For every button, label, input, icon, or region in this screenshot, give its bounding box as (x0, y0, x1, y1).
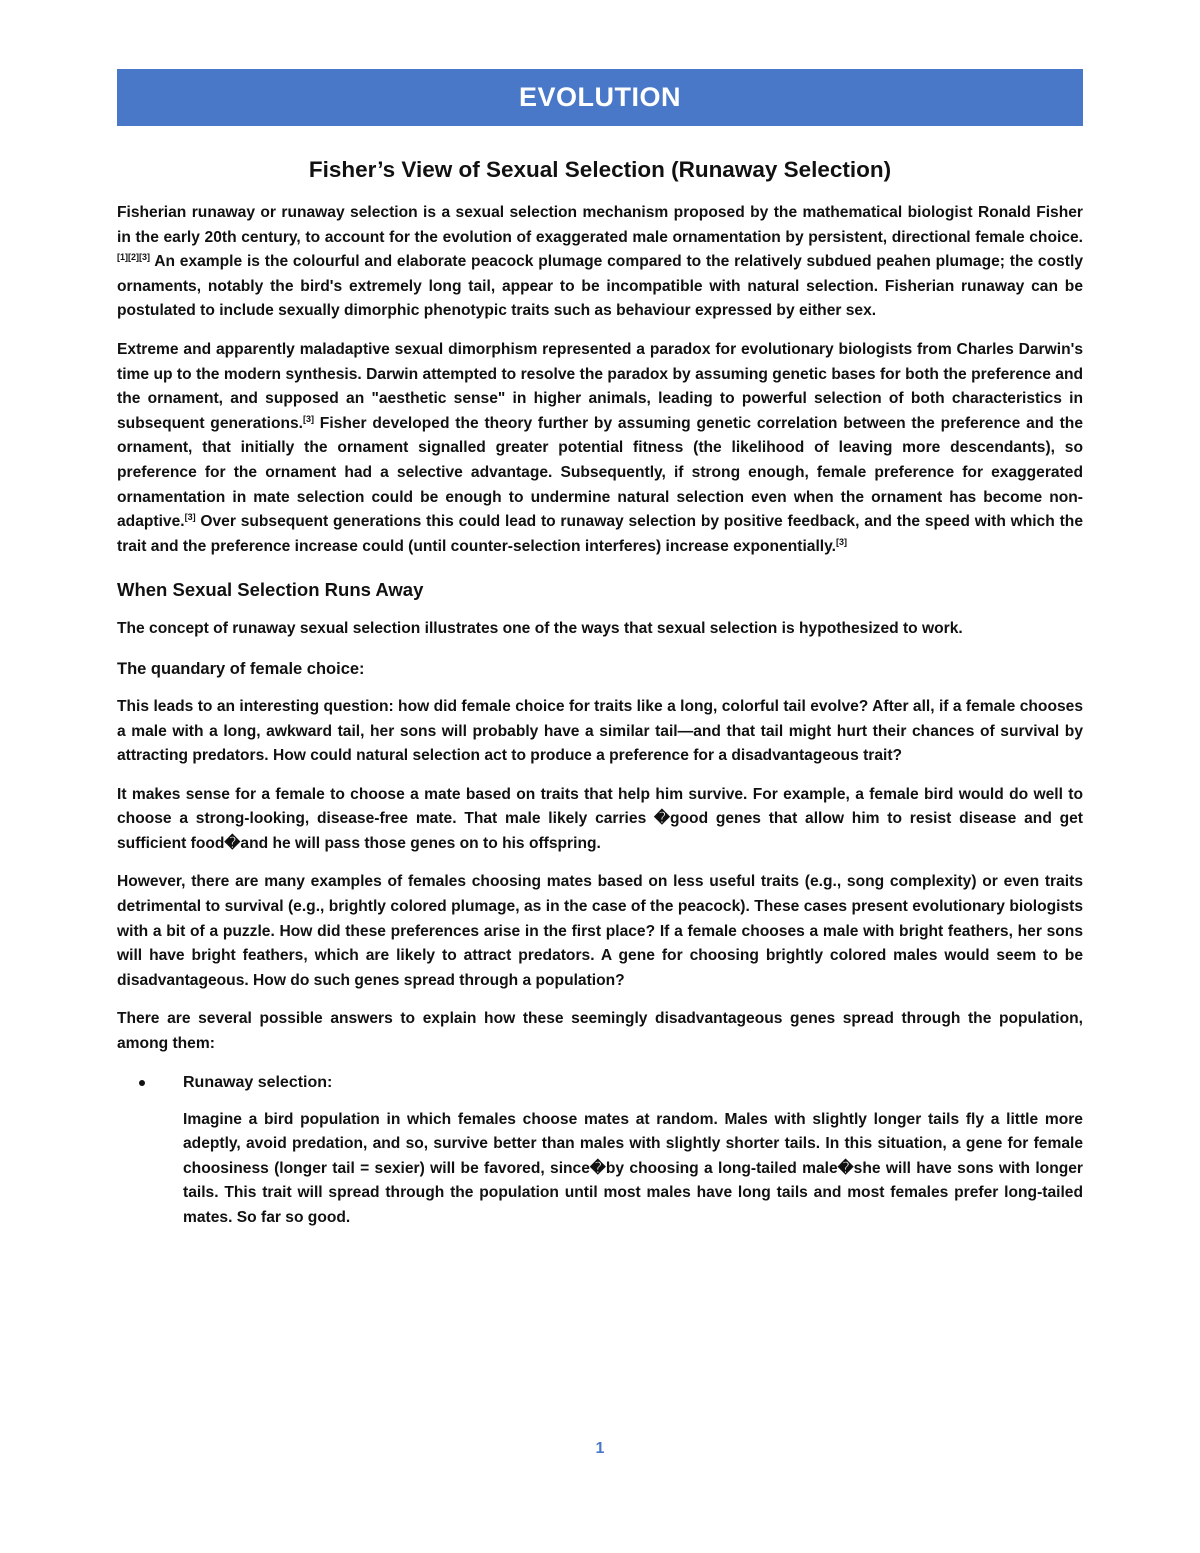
header-banner (117, 69, 1083, 126)
list-item-body: Imagine a bird population in which females choose mates at random. Males with slightly longer tails fly a little more adeptly, avoid predation, and so, survive better than males with slightly shorter tails. In this situation, a gene for female choosiness (longer tail = sexier) will be favored, since�by choosing a long-tailed male�she will have sons with longer tails. This trait will spread through the population until most males have long tails and most females prefer long-tailed mates. So far so good. (183, 1110, 1083, 1226)
paragraph-question: This leads to an interesting question: how did female choice for traits like a long, colorful tail evolve? After all, if a female chooses a male with a long, awkward tail, her sons will probably have a similar tail—and that tail might hurt their chances of survival by attracting predators. How could natural selection act to produce a preference for a disadvantageous trait? (117, 697, 1083, 765)
bullet-list (117, 1071, 1083, 1231)
list-item (117, 1071, 1083, 1231)
citation[interactable]: [1][2][3] (117, 252, 150, 262)
subsection-heading: The quandary of female choice: (117, 659, 365, 678)
page-number: 1 (595, 1440, 605, 1457)
paragraph-puzzle: However, there are many examples of females choosing mates based on less useful traits (e.g., song complexity) or even traits detrimental to survival (e.g., brightly colored plumage, as in the case of the peacock). These cases present evolutionary biologists with a bit of a puzzle. How did these preferences arise in the first place? If a female chooses a male with bright feathers, her sons will have bright feathers, which are likely to attract predators. A gene for choosing brightly colored males would seem to be disadvantageous. How do such genes spread through a population? (117, 873, 1083, 989)
text-run: Extreme and apparently maladaptive sexual dimorphism represented a paradox for evolutionary biologists from Charles Darwin's time up to the modern synthesis. Darwin attempted to resolve the paradox by assuming genetic bases for both the preference and the ornament, and supposed an "aesthetic sense" in higher animals, leading to powerful selection of both characteristics in subsequent generations. (117, 340, 1083, 432)
bullet-icon (139, 1080, 145, 1086)
text-run: An example is the colourful and elaborate peacock plumage compared to the relatively subdued peahen plumage; the costly ornaments, notably the bird's extremely long tail, appear to be incompatible with natural selection. Fisherian runaway can be postulated to include sexually dimorphic phenotypic traits such as behaviour expressed by either sex. (117, 253, 1083, 320)
citation[interactable]: [3] (303, 413, 315, 424)
document-page (117, 69, 1083, 1231)
paragraph-darwin (117, 338, 1083, 559)
section-heading: When Sexual Selection Runs Away (117, 579, 424, 601)
list-item-label: Runaway selection: (183, 1073, 333, 1091)
banner-title: EVOLUTION (518, 82, 681, 112)
text-run: Fisher developed the theory further by assuming genetic correlation between the preference and the ornament, that initially the ornament signalled greater potential fitness (the likelihood of leaving more descendants), so preference for the ornament had a selective advantage. Subsequently, if strong enough, female preference for exaggerated ornamentation in mate selection could be enough to undermine natural selection even when the ornament has become non-adaptive. (117, 414, 1083, 531)
text-run: Over subsequent generations this could lead to runaway selection by positive feedback, and the speed with which the trait and the preference increase could (until counter-selection interferes) increase exponentially. (117, 513, 1083, 555)
document-title: Fisher’s View of Sexual Selection (Runaway Selection) (308, 157, 892, 182)
paragraph-intro (117, 201, 1083, 324)
paragraph-concept: The concept of runaway sexual selection illustrates one of the ways that sexual selection is hypothesized to work. (117, 620, 963, 638)
citation[interactable]: [3] (184, 511, 196, 522)
text-run: Fisherian runaway or runaway selection is a sexual selection mechanism proposed by the mathematical biologist Ronald Fisher in the early 20th century, to account for the evolution of exaggerated male ornamentation by persistent, directional female choice. (117, 204, 1083, 246)
citation[interactable]: [3] (835, 536, 847, 547)
paragraph-answers: There are several possible answers to explain how these seemingly disadvantageous genes spread through the population, among them: (117, 1010, 1083, 1053)
paragraph-good-genes: It makes sense for a female to choose a mate based on traits that help him survive. For example, a female bird would do well to choose a strong-looking, disease-free mate. That male likely carries �good genes that allow him to resist disease and get sufficient food�and he will pass those genes on to his offspring. (117, 785, 1083, 852)
